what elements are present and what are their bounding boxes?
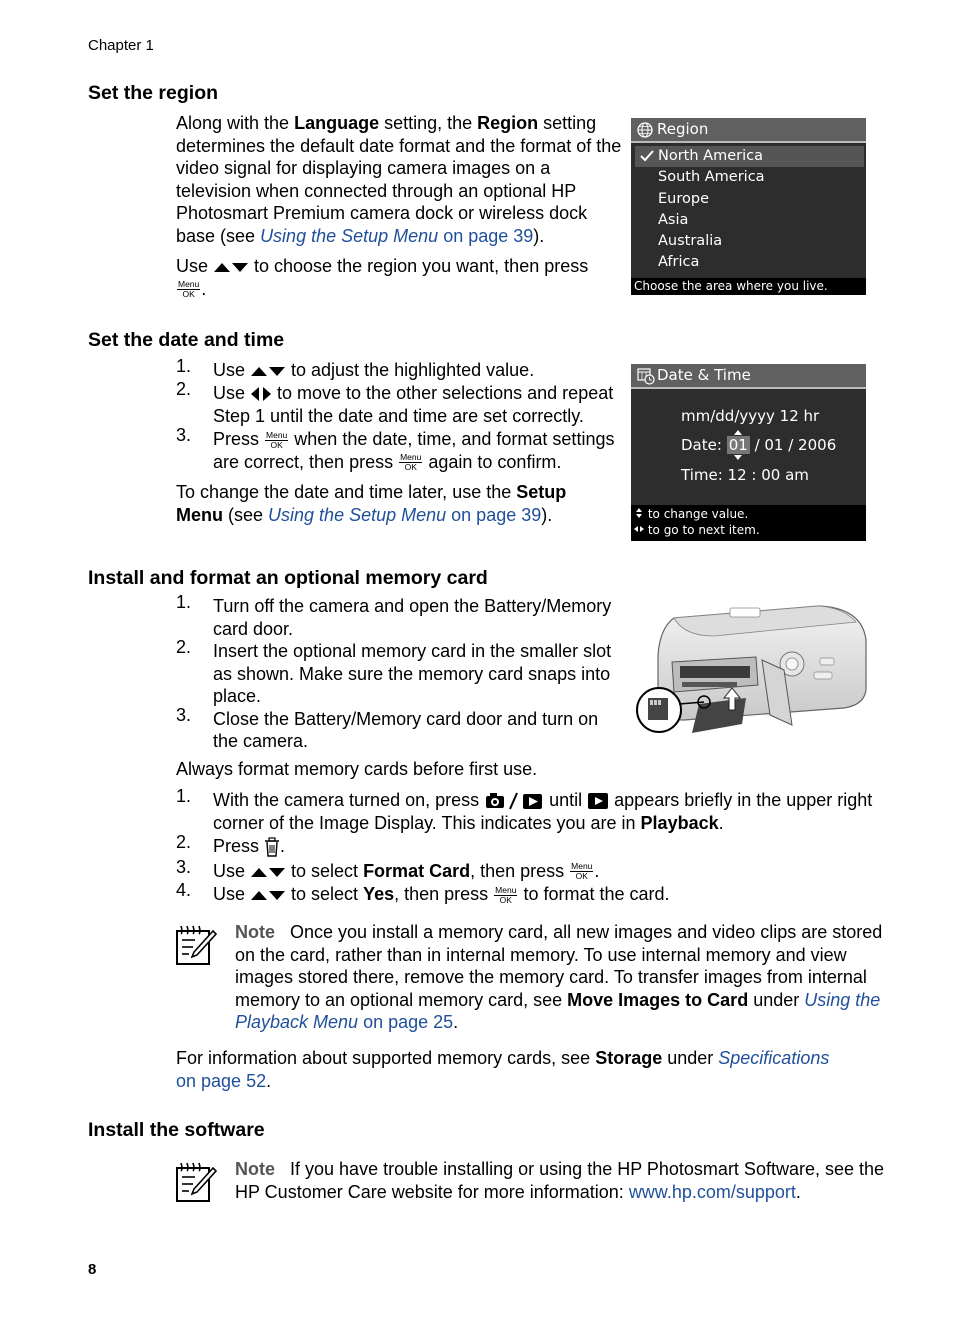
- list-item: 3. Press Menu OK when the date, time, and format settings are correct, then press Menu OK again to confirm.: [176, 425, 615, 473]
- region-instruction: Use to choose the region you want, then press Menu OK .: [176, 256, 589, 300]
- check-icon: [640, 146, 654, 166]
- link-hp-support[interactable]: www.hp.com/support: [628, 1181, 796, 1202]
- list-item: 1. Turn off the camera and open the Battery/Memory card door.: [176, 592, 612, 639]
- heading-memory-card: Install and format an optional memory card: [88, 567, 488, 589]
- date-time-screen: [631, 364, 866, 541]
- region-item-europe[interactable]: Europe: [658, 190, 709, 207]
- region-paragraph: Along with the Language setting, the Region setting determines the default date format and the format of the video signal for displaying camera images on a television when connected through an optional HP Photosmart Premium camera dock or wireless dock base (see Using the Setup Menu on page 39).: [176, 113, 622, 246]
- heading-set-region: Set the region: [88, 82, 219, 104]
- date-row: Date: 01 / 01 / 2006: [681, 436, 836, 454]
- link-setup-menu[interactable]: Using the Setup Menu on page 39: [260, 225, 534, 246]
- memory-note: Note Once you install a memory card, all new images and video clips are stored on the card, rather than in internal memory. To use internal memory and view images stored there, remove the memory card. To transfer images from internal memory to an optional memory card, see Move Images to Card under Using the Playback Menu on page 25.: [235, 922, 883, 1032]
- date-time-screen-title-bar: [631, 364, 866, 389]
- link-playback-menu[interactable]: Using the Playback Menu on page 25: [235, 989, 881, 1032]
- left-right-arrows-icon: [250, 386, 272, 402]
- list-item: 3. Close the Battery/Memory card door and turn on the camera.: [176, 704, 599, 751]
- list-item: 2. Insert the optional memory card in the smaller slot as shown. Make sure the memory card snaps into place.: [176, 637, 612, 706]
- list-item: 4. Use to select Yes, then press Menu OK to format the card.: [176, 880, 670, 905]
- playback-icon: [587, 791, 609, 811]
- menu-ok-icon: Menu OK: [266, 429, 288, 450]
- chapter-label: Chapter 1: [88, 37, 154, 54]
- memory-steps: [176, 592, 626, 753]
- date-time-screen-footer: [631, 505, 866, 541]
- list-item: 2. Use to move to the other selections and repeat Step 1 until the date and time are set correctly.: [176, 379, 614, 426]
- up-down-arrows-icon: [250, 365, 286, 377]
- link-specifications[interactable]: Specifications on page 52: [176, 1048, 830, 1091]
- up-down-small-icon: [634, 508, 644, 518]
- region-screen-title-bar: [631, 118, 866, 143]
- heading-install-software: Install the software: [88, 1119, 265, 1141]
- list-item: 1. Use to adjust the highlighted value.: [176, 356, 535, 380]
- menu-ok-icon: Menu OK: [571, 861, 593, 882]
- memory-info: For information about supported memory cards, see Storage under Specifications on page 52.: [176, 1048, 830, 1091]
- page-number: 8: [88, 1261, 97, 1278]
- heading-set-date-time: Set the date and time: [88, 329, 285, 351]
- note-icon: [175, 1161, 217, 1203]
- datetime-steps: [176, 356, 626, 473]
- region-screen: [631, 118, 866, 295]
- up-small-arrow-icon: [734, 430, 742, 435]
- list-item: 3. Use to select Format Card, then press Menu OK .: [176, 856, 600, 882]
- up-down-arrows-icon: [250, 866, 286, 878]
- region-item-north-america[interactable]: North America: [635, 146, 864, 167]
- date-highlighted-field[interactable]: 01: [727, 436, 750, 454]
- datetime-paragraph: To change the date and time later, use the Setup Menu (see Using the Setup Menu on page 39).: [176, 482, 567, 525]
- region-item-africa[interactable]: Africa: [658, 254, 700, 271]
- note-icon: [175, 924, 217, 966]
- link-setup-menu[interactable]: Using the Setup Menu on page 39: [268, 504, 542, 525]
- up-down-arrows-icon: [250, 889, 286, 901]
- camera-memory-card-illustration: [634, 600, 868, 740]
- region-item-australia[interactable]: Australia: [658, 233, 723, 250]
- list-item: 2. Press .: [176, 832, 286, 856]
- menu-ok-icon: Menu OK: [495, 884, 517, 905]
- list-item: 1. With the camera turned on, press until appears briefly in the upper right corner of the Image Display. This indicates you are in Playback.: [176, 786, 873, 833]
- software-note: Note If you have trouble installing or using the HP Photosmart Software, see the HP Customer Care website for more information: www.hp.com/support.: [235, 1159, 885, 1202]
- region-screen-footer: Choose the area where you live.: [631, 278, 866, 295]
- camera-playback-toggle-icon: [484, 791, 544, 811]
- calendar-clock-icon: [637, 368, 655, 385]
- date-format-value: mm/dd/yyyy 12 hr: [681, 407, 820, 425]
- region-item-asia[interactable]: Asia: [658, 211, 689, 228]
- date-time-screen-title: Date & Time: [657, 366, 751, 384]
- trash-icon: [264, 837, 280, 857]
- region-list: [635, 146, 864, 274]
- footer-line-change: to change value.: [634, 506, 866, 522]
- left-right-small-icon: [634, 524, 644, 534]
- menu-ok-icon: Menu OK: [178, 279, 200, 300]
- format-steps: [176, 786, 886, 906]
- region-screen-title: Region: [657, 120, 709, 138]
- time-row: Time: 12 : 00 am: [681, 466, 809, 484]
- menu-ok-icon: Menu OK: [400, 452, 422, 473]
- footer-line-next: to go to next item.: [634, 522, 866, 538]
- globe-icon: [637, 122, 653, 138]
- format-reminder: Always format memory cards before first use.: [176, 759, 538, 779]
- up-down-arrows-icon: [213, 261, 249, 273]
- down-small-arrow-icon: [734, 455, 742, 460]
- region-item-south-america[interactable]: South America: [658, 169, 765, 186]
